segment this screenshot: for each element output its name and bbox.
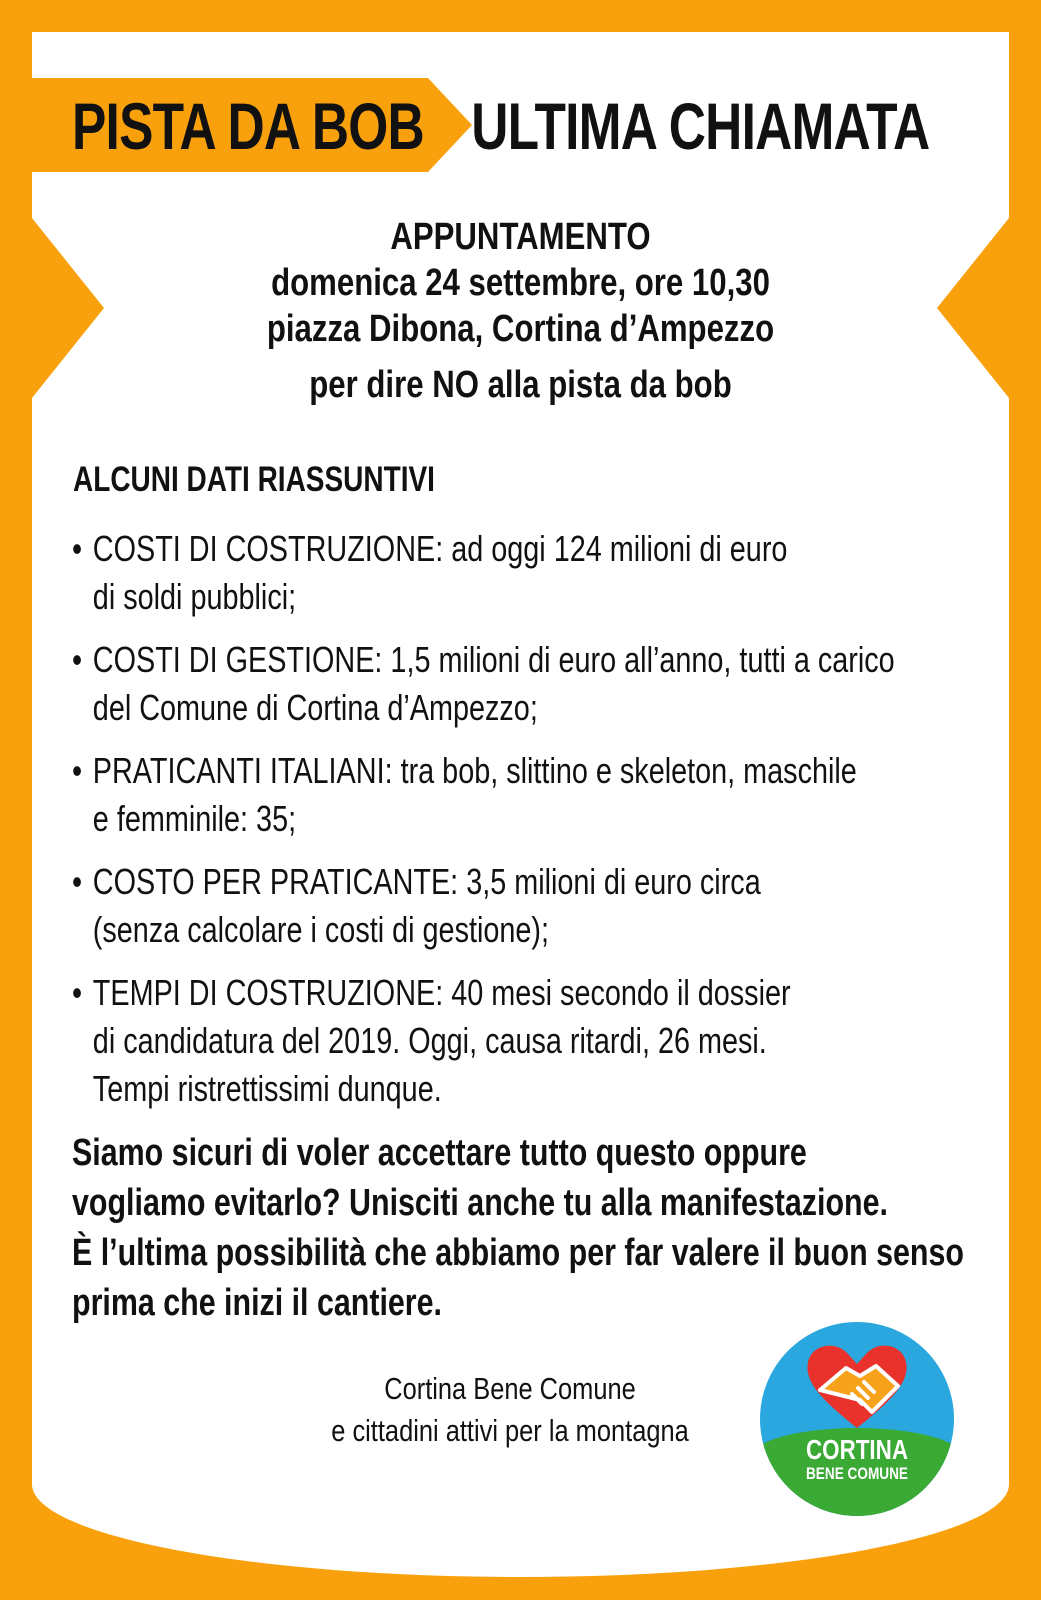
list-item-continuation: Tempi ristrettissimi dunque. <box>92 1068 442 1109</box>
list-item <box>72 636 952 732</box>
logo-name: CORTINA <box>805 1434 909 1465</box>
logo <box>760 1322 954 1516</box>
list-item-continuation: di candidatura del 2019. Oggi, causa ritardi, 26 mesi. <box>92 1020 767 1061</box>
list-item-text: COSTI DI COSTRUZIONE: ad oggi 124 milioni di euro <box>92 528 788 569</box>
appointment-date: domenica 24 settembre, ore 10,30 <box>271 262 770 304</box>
list-item-continuation: (senza calcolare i costi di gestione); <box>92 909 550 950</box>
bullet-dot: • <box>72 750 83 791</box>
list-item <box>72 525 952 621</box>
bullet-dot: • <box>72 972 83 1013</box>
list-item-text: COSTO PER PRATICANTE: 3,5 milioni di euro circa <box>92 861 761 902</box>
list-item-text: COSTI DI GESTIONE: 1,5 milioni di euro all’anno, tutti a carico <box>92 639 895 680</box>
list-item <box>72 747 952 843</box>
list-item <box>72 858 952 954</box>
signature-line: Cortina Bene Comune <box>384 1371 636 1406</box>
bullet-dot: • <box>72 861 83 902</box>
list-item <box>72 969 952 1113</box>
list-item-text: PRATICANTI ITALIANI: tra bob, slittino e skeleton, maschile <box>92 750 857 791</box>
appointment-purpose: per dire NO alla pista da bob <box>309 364 732 406</box>
closing-line: prima che inizi il cantiere. <box>72 1282 442 1324</box>
list-item-continuation: del Comune di Cortina d’Ampezzo; <box>92 687 538 728</box>
appointment-label: APPUNTAMENTO <box>390 216 651 258</box>
summary-list <box>72 525 1041 1128</box>
logo-subtitle: BENE COMUNE <box>805 1464 908 1483</box>
closing-line: vogliamo evitarlo? Unisciti anche tu alla manifestazione. <box>72 1182 888 1224</box>
headline: ULTIMA CHIAMATA <box>470 89 929 163</box>
banner-title: PISTA DA BOB <box>72 89 424 163</box>
bullet-dot: • <box>72 639 83 680</box>
list-item-text: TEMPI DI COSTRUZIONE: 40 mesi secondo il dossier <box>92 972 791 1013</box>
handshake-heart-icon <box>802 1338 912 1434</box>
list-item-continuation: e femminile: 35; <box>92 798 297 839</box>
closing-line: Siamo sicuri di voler accettare tutto questo oppure <box>72 1132 807 1174</box>
appointment-block <box>0 214 1041 408</box>
list-item-continuation: di soldi pubblici; <box>92 576 297 617</box>
closing-paragraph <box>72 1128 964 1328</box>
appointment-place: piazza Dibona, Cortina d’Ampezzo <box>266 308 775 350</box>
summary-title: ALCUNI DATI RIASSUNTIVI <box>73 460 435 499</box>
bullet-dot: • <box>72 528 83 569</box>
closing-line: È l’ultima possibilità che abbiamo per far valere il buon senso <box>72 1232 964 1274</box>
signature-line: e cittadini attivi per la montagna <box>331 1413 689 1448</box>
